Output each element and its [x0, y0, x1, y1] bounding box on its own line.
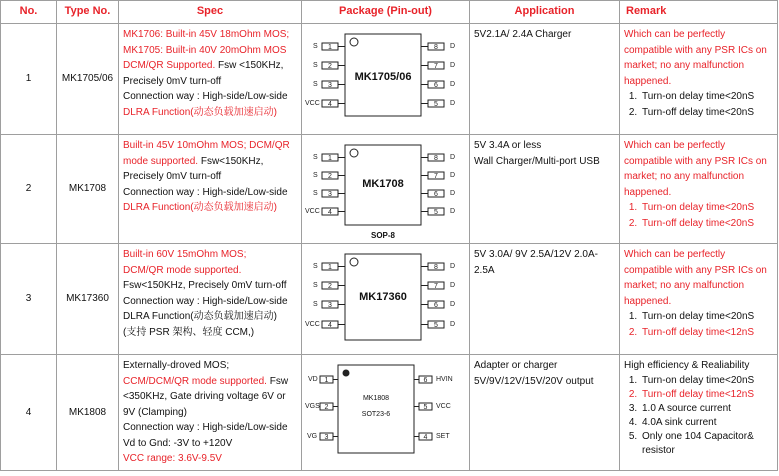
svg-text:S: S: [313, 81, 318, 88]
spec-line: MK1706: Built-in 45V 18mOhm MOS;: [123, 29, 290, 40]
svg-text:8: 8: [434, 155, 438, 162]
header-package: Package (Pin-out): [302, 1, 470, 24]
svg-text:D: D: [450, 62, 456, 69]
spec-line: Precisely 0mV turn-off: [123, 171, 222, 182]
right-pins: [421, 154, 455, 216]
remark-item: 1. Turn-on delay time<20nS: [640, 200, 773, 216]
svg-text:S: S: [313, 172, 318, 179]
spec-line: VCC range: 3.6V-9.5V: [123, 453, 222, 464]
row-number: 3: [1, 244, 57, 355]
header-spec: Spec: [119, 1, 302, 24]
spec-line: MK1705: Built-in 40V 20mOhm MOS: [123, 44, 287, 56]
sop8-pinout-diagram: [302, 135, 470, 243]
application-line: Wall Charger/Multi-port USB: [474, 155, 600, 167]
svg-text:S: S: [313, 301, 318, 308]
remark-item: 1. Turn-on delay time<20nS: [640, 309, 773, 325]
application-cell: [470, 24, 620, 135]
svg-text:8: 8: [434, 264, 438, 271]
remark-item: 2. Turn-off delay time<20nS: [640, 216, 773, 232]
table-row: [1, 135, 778, 244]
remark-item: 2. Turn-off delay time<12nS: [640, 388, 773, 402]
svg-text:VGS: VGS: [305, 403, 320, 410]
spec-cell: [119, 355, 302, 471]
chip-body: [338, 365, 414, 453]
svg-text:VCC: VCC: [305, 100, 320, 107]
svg-text:3: 3: [328, 82, 332, 89]
spec-line: DLRA Function(动态负载加速启动): [123, 106, 277, 118]
row-number: 1: [1, 24, 57, 135]
svg-text:3: 3: [324, 434, 329, 441]
svg-text:D: D: [450, 81, 456, 88]
spec-line: DLRA Function(动态负载加速启动): [123, 202, 277, 213]
sop8-pinout-diagram: [302, 244, 470, 354]
svg-text:7: 7: [434, 63, 438, 70]
svg-text:D: D: [450, 263, 456, 270]
sot23-pinout-diagram: [302, 355, 470, 467]
svg-text:D: D: [450, 154, 456, 161]
application-line: 5V/9V/12V/15V/20V output: [474, 375, 594, 387]
remark-cell: [620, 135, 778, 244]
svg-text:4: 4: [328, 322, 332, 329]
spec-line: Vd to Gnd: -3V to +120V: [123, 437, 233, 449]
svg-text:1: 1: [328, 155, 332, 162]
svg-text:1: 1: [324, 377, 329, 384]
svg-text:6: 6: [423, 377, 428, 384]
svg-text:2: 2: [328, 63, 332, 70]
svg-text:5: 5: [434, 322, 438, 329]
pin1-marker: [350, 258, 358, 266]
package-cell: [302, 355, 470, 471]
svg-text:D: D: [450, 282, 456, 289]
svg-text:S: S: [313, 62, 318, 69]
remark-intro: Which can be perfectly compatible with any PSR ICs on market; no any malfunction happened.: [624, 140, 767, 198]
spec-highlight: DCM/QR Supported.: [123, 60, 216, 71]
application-cell: [470, 135, 620, 244]
remark-item: 4. 4.0A sink current: [640, 416, 773, 430]
svg-text:VCC: VCC: [436, 403, 451, 410]
spec-cell: [119, 135, 302, 244]
spec-line: DCM/QR mode supported.: [123, 264, 242, 276]
spec-cell: [119, 24, 302, 135]
remark-list: [624, 200, 773, 231]
right-pins: [414, 376, 453, 441]
svg-text:SET: SET: [436, 433, 450, 440]
remark-cell: [620, 24, 778, 135]
remark-list: [624, 374, 773, 458]
spec-line: Connection way : High-side/Low-side: [123, 295, 288, 307]
remark-item: 3. 1.0 A source current: [640, 402, 773, 416]
header-remark: Remark: [620, 1, 778, 24]
svg-text:VCC: VCC: [305, 321, 320, 328]
remark-item: 2. Turn-off delay time<12nS: [640, 325, 773, 341]
svg-text:7: 7: [434, 173, 438, 180]
remark-intro: Which can be perfectly compatible with any PSR ICs on market; no any malfunction happened.: [624, 249, 767, 307]
package-cell: [302, 24, 470, 135]
pin1-marker: [343, 370, 350, 377]
svg-text:5: 5: [434, 101, 438, 108]
remark-cell: [620, 244, 778, 355]
header-application: Application: [470, 1, 620, 24]
spec-line: Connection way : High-side/Low-side: [123, 186, 288, 198]
remark-item: 1. Turn-on delay time<20nS: [640, 374, 773, 388]
svg-text:D: D: [450, 172, 456, 179]
svg-text:S: S: [313, 263, 318, 270]
type-no: MK1705/06: [57, 24, 119, 135]
type-no: MK1808: [57, 355, 119, 471]
remark-list: [624, 309, 773, 340]
package-caption: SOP-8: [370, 231, 396, 240]
type-no: MK1708: [57, 135, 119, 244]
svg-text:6: 6: [434, 82, 438, 89]
svg-text:6: 6: [434, 191, 438, 198]
spec-line: (支持 PSR 架构、轻度 CCM,): [123, 326, 255, 338]
svg-text:7: 7: [434, 283, 438, 290]
pin1-marker: [350, 149, 358, 157]
remark-item: 1. Turn-on delay time<20nS: [640, 89, 773, 105]
row-number: 2: [1, 135, 57, 244]
svg-text:2: 2: [324, 404, 329, 411]
row-number: 4: [1, 355, 57, 471]
chip-label: MK1705/06: [354, 71, 412, 83]
spec-line: DLRA Function(动态负载加速启动): [123, 311, 277, 322]
svg-text:3: 3: [328, 191, 332, 198]
spec-line: Fsw<150KHz, Precisely 0mV turn-off: [123, 280, 287, 291]
spec-line: Externally-droved MOS; CCM/DCM/QR mode supported. Fsw <350KHz, Gate driving voltage 6V or 9V (Clamping): [123, 360, 289, 418]
left-pins: [305, 263, 345, 329]
spec-line: Connection way : High-side/Low-side: [123, 422, 288, 433]
svg-text:VCC: VCC: [305, 208, 320, 215]
spec-line: DCM/QR Supported. Fsw <150KHz,: [123, 60, 284, 71]
application-line: Adapter or charger: [474, 360, 558, 371]
svg-text:D: D: [450, 301, 456, 308]
remark-intro: Which can be perfectly compatible with any PSR ICs on market; no any malfunction happened.: [624, 29, 767, 87]
left-pins: [305, 154, 345, 216]
application-cell: [470, 244, 620, 355]
svg-text:VD: VD: [308, 376, 318, 383]
left-pins: [305, 376, 338, 441]
application-cell: [470, 355, 620, 471]
type-no: MK17360: [57, 244, 119, 355]
spec-line: Precisely 0mV turn-off: [123, 75, 222, 87]
pin1-marker: [350, 38, 358, 46]
spec-line: Built-in 45V 10mOhm MOS; DCM/QR mode supported. Fsw<150KHz,: [123, 140, 290, 167]
svg-text:S: S: [313, 282, 318, 289]
svg-text:D: D: [450, 321, 456, 328]
svg-text:1: 1: [328, 264, 332, 271]
sop8-pinout-diagram: [302, 24, 470, 134]
svg-text:S: S: [313, 190, 318, 197]
right-pins: [421, 263, 455, 329]
svg-text:4: 4: [328, 209, 332, 216]
table-row: [1, 244, 778, 355]
svg-text:D: D: [450, 190, 456, 197]
svg-text:5: 5: [434, 209, 438, 216]
svg-text:D: D: [450, 100, 456, 107]
application-line: 5V 3.0A/ 9V 2.5A/12V 2.0A-2.5A: [474, 249, 598, 276]
table-row: [1, 355, 778, 471]
svg-text:D: D: [450, 208, 456, 215]
svg-text:3: 3: [328, 302, 332, 309]
svg-text:5: 5: [423, 404, 428, 411]
right-pins: [421, 43, 455, 108]
spec-line: Built-in 60V 15mOhm MOS;: [123, 249, 247, 260]
svg-text:4: 4: [328, 101, 332, 108]
chip-label: MK1708: [362, 178, 404, 190]
table-row: [1, 24, 778, 135]
application-line: 5V2.1A/ 2.4A Charger: [474, 29, 572, 40]
left-pins: [305, 43, 345, 108]
svg-text:2: 2: [328, 173, 332, 180]
remark-item: 2. Turn-off delay time<20nS: [640, 105, 773, 121]
header-no: No.: [1, 1, 57, 24]
chip-sub-label: SOT23-6: [361, 411, 391, 418]
package-cell: [302, 244, 470, 355]
svg-text:2: 2: [328, 283, 332, 290]
chip-label: MK1808: [362, 395, 390, 402]
svg-text:VG: VG: [307, 433, 318, 440]
svg-text:8: 8: [434, 44, 438, 51]
header-row: [1, 1, 778, 24]
remark-intro: High efficiency & Realiability: [624, 360, 750, 371]
svg-text:4: 4: [423, 434, 428, 441]
svg-text:D: D: [450, 43, 456, 50]
spec-line: Connection way : High-side/Low-side: [123, 91, 288, 102]
remark-cell: [620, 355, 778, 471]
header-type-no: Type No.: [57, 1, 119, 24]
svg-text:HVIN: HVIN: [436, 376, 453, 383]
application-line: 5V 3.4A or less: [474, 140, 542, 151]
chip-label: MK17360: [359, 291, 407, 303]
svg-text:6: 6: [434, 302, 438, 309]
remark-item: 5. Only one 104 Capacitor& resistor: [640, 430, 773, 458]
spec-cell: [119, 244, 302, 355]
svg-text:1: 1: [328, 44, 332, 51]
svg-text:S: S: [313, 43, 318, 50]
remark-list: [624, 89, 773, 120]
package-cell: [302, 135, 470, 244]
svg-text:S: S: [313, 154, 318, 161]
